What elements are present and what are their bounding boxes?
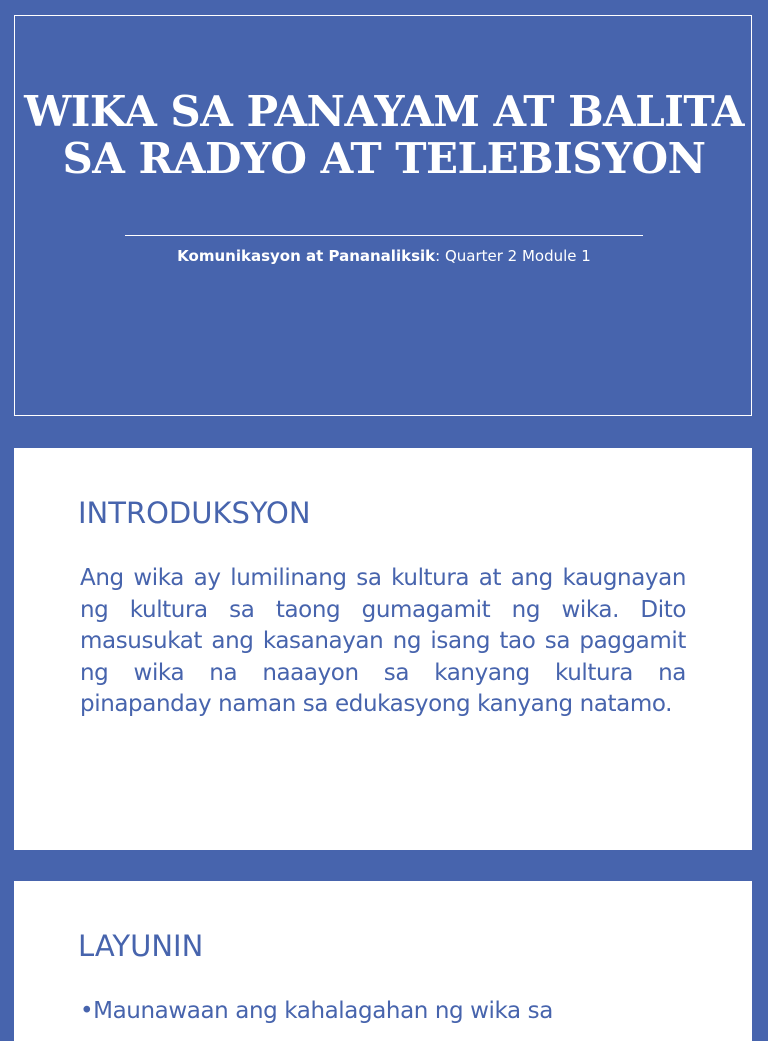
objective-text: Maunawaan ang kahalagahan ng wika sa bbox=[93, 998, 553, 1024]
objective-item bbox=[80, 996, 686, 1028]
title-slide bbox=[14, 15, 752, 416]
main-title: WIKA SA PANAYAM AT BALITA SA RADYO AT TELEBISYON bbox=[24, 87, 744, 183]
introduction-body: Ang wika ay lumilinang sa kultura at ang kaugnayan ng kultura sa taong gumagamit ng wika. Dito masusukat ang kasanayan ng isang tao sa paggamit ng wika na naaayon sa kanyang kultura na pinapanday naman sa edukasyong kanyang natamo. bbox=[80, 565, 686, 717]
objectives-heading: LAYUNIN bbox=[78, 929, 204, 963]
title-divider bbox=[125, 235, 643, 236]
subtitle-separator: : bbox=[435, 247, 445, 265]
objectives-list bbox=[80, 996, 686, 1028]
subtitle-module: Quarter 2 Module 1 bbox=[444, 247, 591, 265]
subtitle-course: Komunikasyon at Pananaliksik bbox=[177, 247, 436, 265]
introduction-slide bbox=[14, 448, 752, 850]
bullet-icon: • bbox=[80, 998, 94, 1024]
objectives-slide bbox=[14, 881, 752, 1041]
introduction-heading: INTRODUKSYON bbox=[78, 496, 311, 530]
subtitle bbox=[15, 246, 753, 266]
